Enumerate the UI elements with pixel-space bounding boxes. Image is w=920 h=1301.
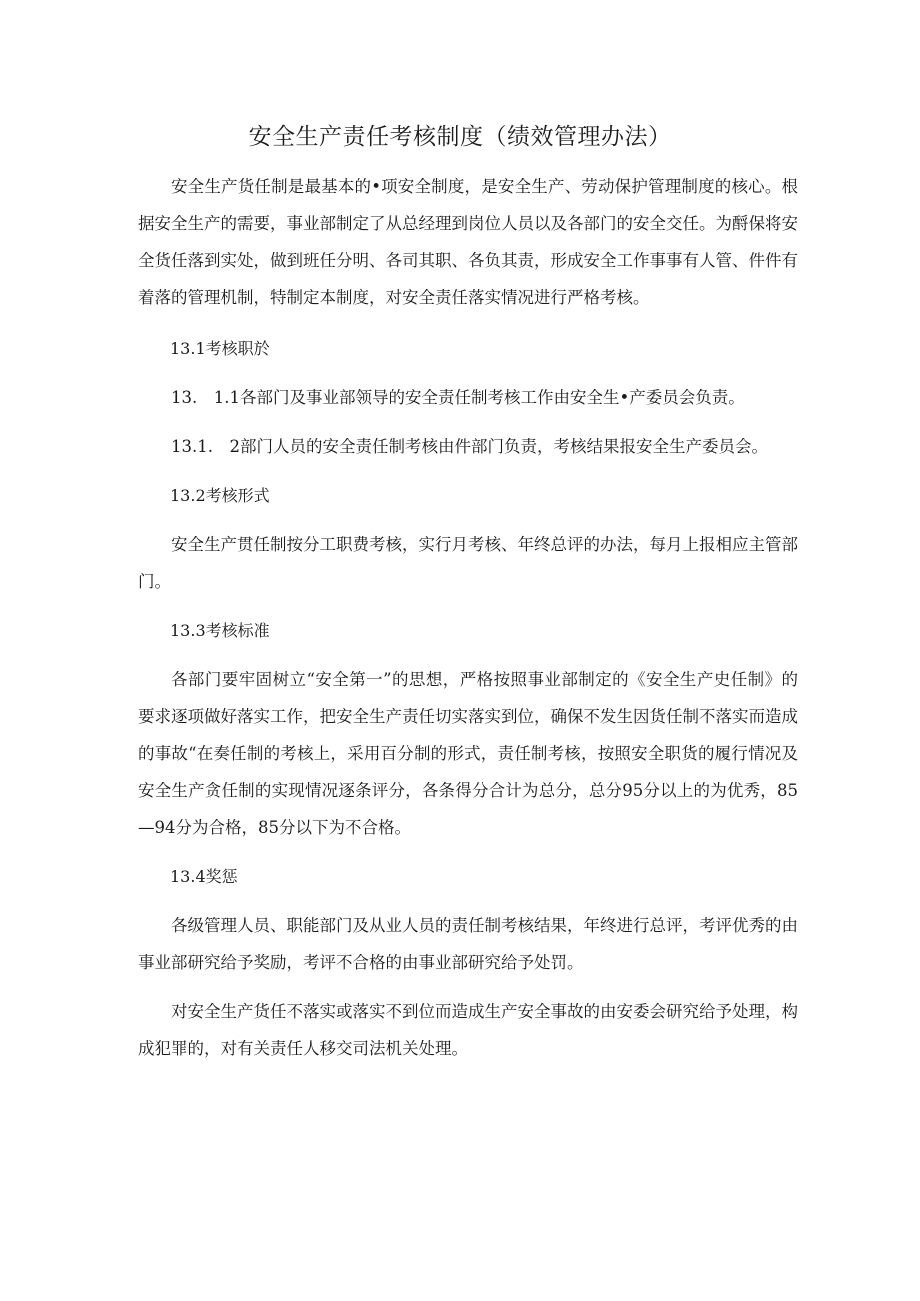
section-13-2-paragraph: 安全生产贯任制按分工职费考核，实行月考核、年终总评的办法，每月上报相应主管部门。 <box>138 535 798 591</box>
intro-paragraph: 安全生产货任制是最基本的•项安全制度，是安全生产、劳动保护管理制度的核心。根据安全生产的需要，事业部制定了从总经理到岗位人员以及各部门的安全交任。为酹保将安全货任落到实处，做到班任分明、各司其职、各负其责，形成安全工作事事有人管、件件有着落的管理机制，特制定本制度，对安全责任落实情况进行严格考核。 <box>138 177 798 307</box>
section-13-3-paragraph: 各部门要牢固树立“安全第一”的思想，严格按照事业部制定的《安全生产史任制》的要求逐项做好落实工作，把安全生产责任切实落实到位，确保不发生因货任制不落实而造成的事故“在奏任制的考核上，采用百分制的形式，责任制考核，按照安全职货的履行情况及安全生产贪任制的实现情况逐条评分，各条得分合计为总分，总分95分以上的为优秀，85—94分为合格，85分以下为不合格。 <box>138 670 798 837</box>
section-13-4-paragraph-2: 对安全生产货任不落实或落实不到位而造成生产安全事故的由安委会研究给予处理，构成犯罪的，对有关责任人移交司法机关处理。 <box>138 1002 798 1058</box>
section-13-2-heading: 13.2考核形式 <box>170 486 270 505</box>
section-13-1-heading: 13.1考核职於 <box>170 339 270 358</box>
document-body <box>138 168 798 1067</box>
section-13-1-1-paragraph: 13. 1.1各部门及事业部领导的安全责任制考核工作由安全生•产委员会负责。 <box>171 388 745 407</box>
section-13-4-paragraph-1: 各级管理人员、职能部门及从业人员的责任制考核结果，年终进行总评，考评优秀的由事业部研究给予奖励，考评不合格的由事业部研究给予处罚。 <box>138 916 798 972</box>
section-13-3-heading: 13.3考核标准 <box>170 621 270 640</box>
section-13-4-heading: 13.4奖惩 <box>170 867 238 886</box>
document-title: 安全生产责任考核制度（绩效管理办法） <box>248 124 672 150</box>
section-13-1-2-paragraph: 13.1. 2部门人员的安全责任制考核由件部门负责，考核结果报安全生产委员会。 <box>171 437 768 456</box>
